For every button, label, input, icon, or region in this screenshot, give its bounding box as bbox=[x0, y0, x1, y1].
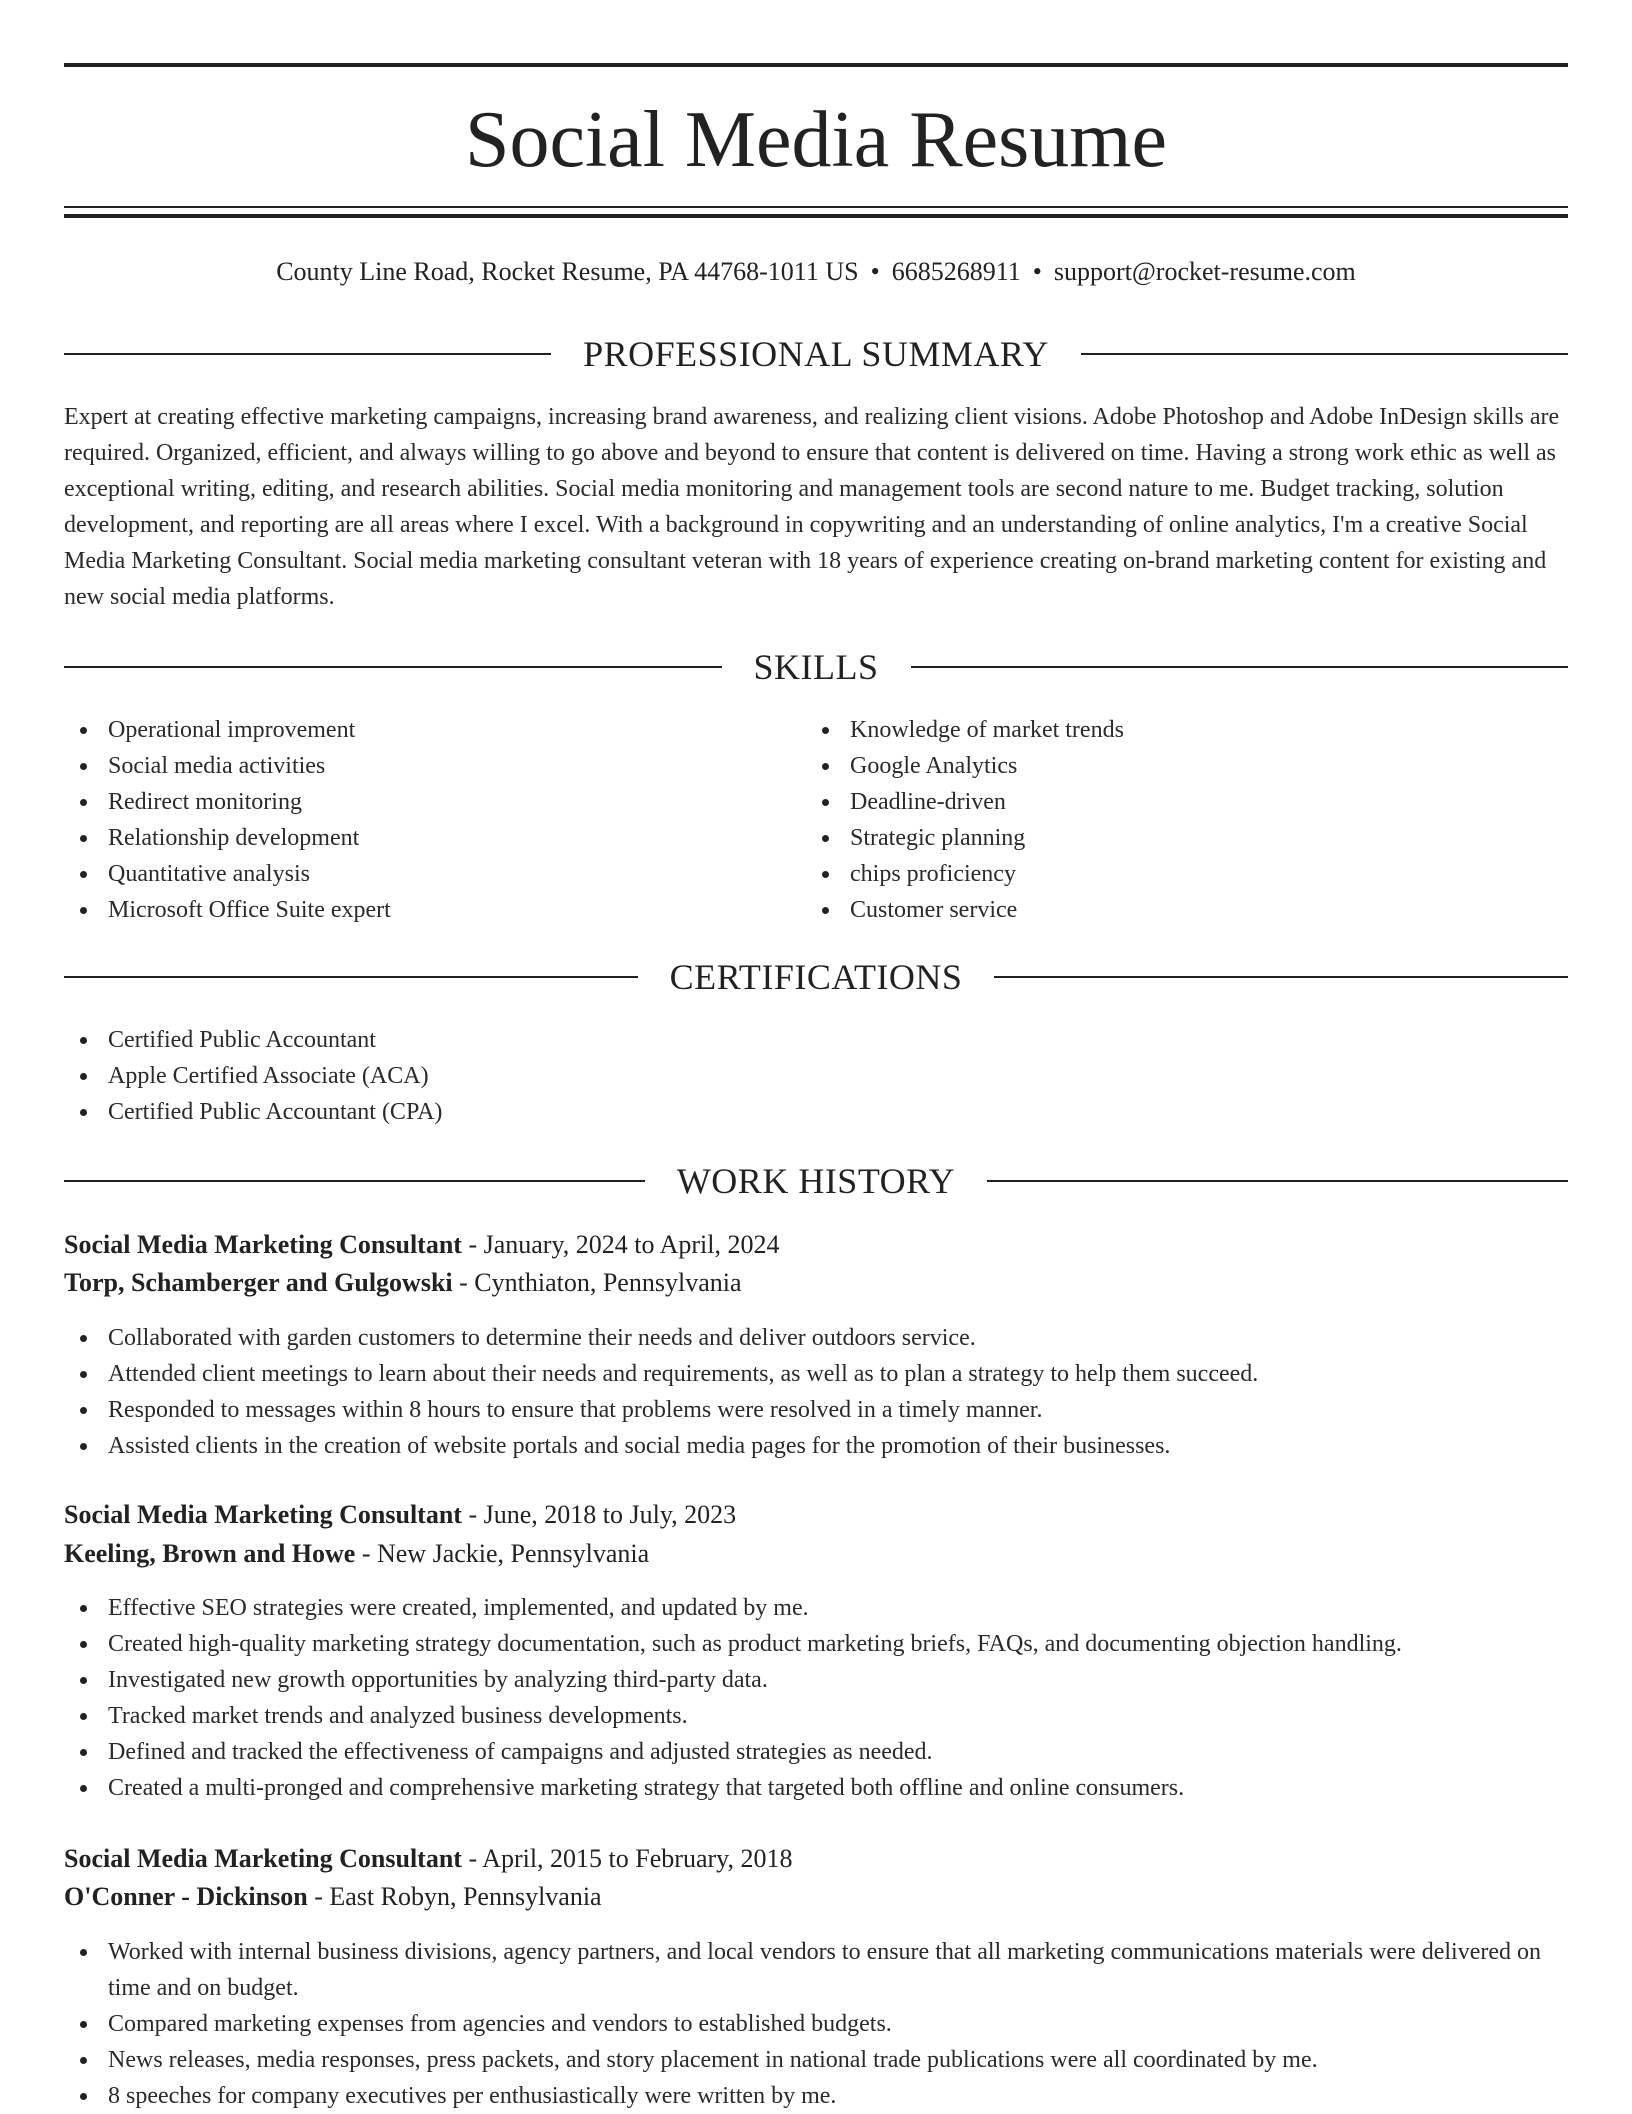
list-item: Responded to messages within 8 hours to ensure that problems were resolved in a timely manner. bbox=[64, 1392, 1568, 1428]
divider bbox=[994, 976, 1568, 978]
company-name: Keeling, Brown and Howe bbox=[64, 1539, 356, 1568]
job-title: Social Media Marketing Consultant bbox=[64, 1230, 462, 1259]
summary-heading bbox=[64, 332, 1568, 376]
list-item: Knowledge of market trends bbox=[806, 712, 1506, 748]
certifications-heading bbox=[64, 955, 1568, 999]
divider bbox=[64, 976, 638, 978]
company-name: O'Conner - Dickinson bbox=[64, 1882, 308, 1911]
divider bbox=[987, 1180, 1568, 1182]
job-bullets bbox=[64, 1590, 1568, 1806]
list-item: Customer service bbox=[806, 892, 1506, 928]
section-title: SKILLS bbox=[753, 647, 879, 687]
company-location: - Cynthiaton, Pennsylvania bbox=[452, 1268, 742, 1297]
list-item: Collaborated with garden customers to determine their needs and deliver outdoors service. bbox=[64, 1320, 1568, 1356]
section-title: WORK HISTORY bbox=[676, 1161, 956, 1201]
top-rule bbox=[64, 63, 1568, 67]
job-title-line bbox=[64, 1496, 1568, 1534]
company-line bbox=[64, 1535, 1568, 1573]
work-history-heading bbox=[64, 1159, 1568, 1203]
job-title-line bbox=[64, 1226, 1568, 1264]
divider bbox=[911, 666, 1569, 668]
divider bbox=[64, 1180, 645, 1182]
separator: • bbox=[1032, 257, 1042, 286]
section-title: CERTIFICATIONS bbox=[669, 957, 963, 997]
certifications-list bbox=[64, 1022, 1568, 1130]
list-item: Deadline-driven bbox=[806, 784, 1506, 820]
company-location: - New Jackie, Pennsylvania bbox=[355, 1539, 650, 1568]
list-item: Certified Public Accountant (CPA) bbox=[64, 1094, 1568, 1130]
list-item: Tracked market trends and analyzed business developments. bbox=[64, 1698, 1568, 1734]
title-underline-1 bbox=[64, 206, 1568, 208]
job-bullets bbox=[64, 1320, 1568, 1464]
address: County Line Road, Rocket Resume, PA 44768-1011 US bbox=[276, 257, 859, 286]
list-item: Defined and tracked the effectiveness of campaigns and adjusted strategies as needed. bbox=[64, 1734, 1568, 1770]
contact-line bbox=[64, 254, 1568, 290]
skills-list-left bbox=[64, 712, 764, 928]
list-item: Certified Public Accountant bbox=[64, 1022, 1568, 1058]
job-bullets bbox=[64, 1934, 1568, 2114]
job-title: Social Media Marketing Consultant bbox=[64, 1500, 462, 1529]
list-item: Google Analytics bbox=[806, 748, 1506, 784]
job-dates: - June, 2018 to July, 2023 bbox=[461, 1500, 737, 1529]
list-item: Social media activities bbox=[64, 748, 764, 784]
list-item: Created high-quality marketing strategy documentation, such as product marketing briefs, FAQs, and documenting objection handling. bbox=[64, 1626, 1568, 1662]
divider bbox=[1081, 353, 1568, 355]
list-item: Operational improvement bbox=[64, 712, 764, 748]
list-item: Compared marketing expenses from agencies and vendors to established budgets. bbox=[64, 2006, 1568, 2042]
list-item: Relationship development bbox=[64, 820, 764, 856]
divider bbox=[64, 666, 722, 668]
job-dates: - April, 2015 to February, 2018 bbox=[461, 1844, 793, 1873]
company-line bbox=[64, 1264, 1568, 1302]
email-link[interactable]: support@rocket-resume.com bbox=[1053, 257, 1356, 286]
summary-text: Expert at creating effective marketing campaigns, increasing brand awareness, and realizing client visions. Adobe Photoshop and Adobe InDesign skills are required. Organized, efficient, and always willing to go above and beyond to ensure that content is delivered on time. Having a strong work ethic as well as exceptional writing, editing, and research abilities. Social media monitoring and management tools are second nature to me. Budget tracking, solution development, and reporting are all areas where I excel. With a background in copywriting and an understanding of online analytics, I'm a creative Social Media Marketing Consultant. Social media marketing consultant veteran with 18 years of experience creating on-brand marketing content for existing and new social media platforms. bbox=[64, 404, 1560, 610]
section-title: PROFESSIONAL SUMMARY bbox=[583, 334, 1049, 374]
skills-heading bbox=[64, 645, 1568, 689]
list-item: Assisted clients in the creation of website portals and social media pages for the promotion of their businesses. bbox=[64, 1428, 1568, 1464]
list-item: Apple Certified Associate (ACA) bbox=[64, 1058, 1568, 1094]
skills-list-right bbox=[806, 712, 1506, 928]
list-item: Microsoft Office Suite expert bbox=[64, 892, 764, 928]
page-title: Social Media Resume bbox=[464, 96, 1168, 184]
company-location: - East Robyn, Pennsylvania bbox=[307, 1882, 602, 1911]
list-item: News releases, media responses, press packets, and story placement in national trade publications were all coordinated by me. bbox=[64, 2042, 1568, 2078]
list-item: Attended client meetings to learn about their needs and requirements, as well as to plan a strategy to help them succeed. bbox=[64, 1356, 1568, 1392]
list-item: Quantitative analysis bbox=[64, 856, 764, 892]
list-item: chips proficiency bbox=[806, 856, 1506, 892]
job-title-line bbox=[64, 1840, 1568, 1878]
separator: • bbox=[870, 257, 880, 286]
list-item: Created a multi-pronged and comprehensive marketing strategy that targeted both offline and online consumers. bbox=[64, 1770, 1568, 1806]
company-line bbox=[64, 1878, 1568, 1916]
phone: 6685268911 bbox=[891, 257, 1021, 286]
list-item: Redirect monitoring bbox=[64, 784, 764, 820]
list-item: Worked with internal business divisions, agency partners, and local vendors to ensure that all marketing communications materials were delivered on time and on budget. bbox=[64, 1934, 1568, 2006]
divider bbox=[64, 353, 551, 355]
list-item: Investigated new growth opportunities by analyzing third-party data. bbox=[64, 1662, 1568, 1698]
list-item: Strategic planning bbox=[806, 820, 1506, 856]
title-underline-2 bbox=[64, 214, 1568, 218]
job-title: Social Media Marketing Consultant bbox=[64, 1844, 462, 1873]
company-name: Torp, Schamberger and Gulgowski bbox=[64, 1268, 453, 1297]
job-dates: - January, 2024 to April, 2024 bbox=[461, 1230, 780, 1259]
list-item: 8 speeches for company executives per enthusiastically were written by me. bbox=[64, 2078, 1568, 2114]
list-item: Effective SEO strategies were created, implemented, and updated by me. bbox=[64, 1590, 1568, 1626]
